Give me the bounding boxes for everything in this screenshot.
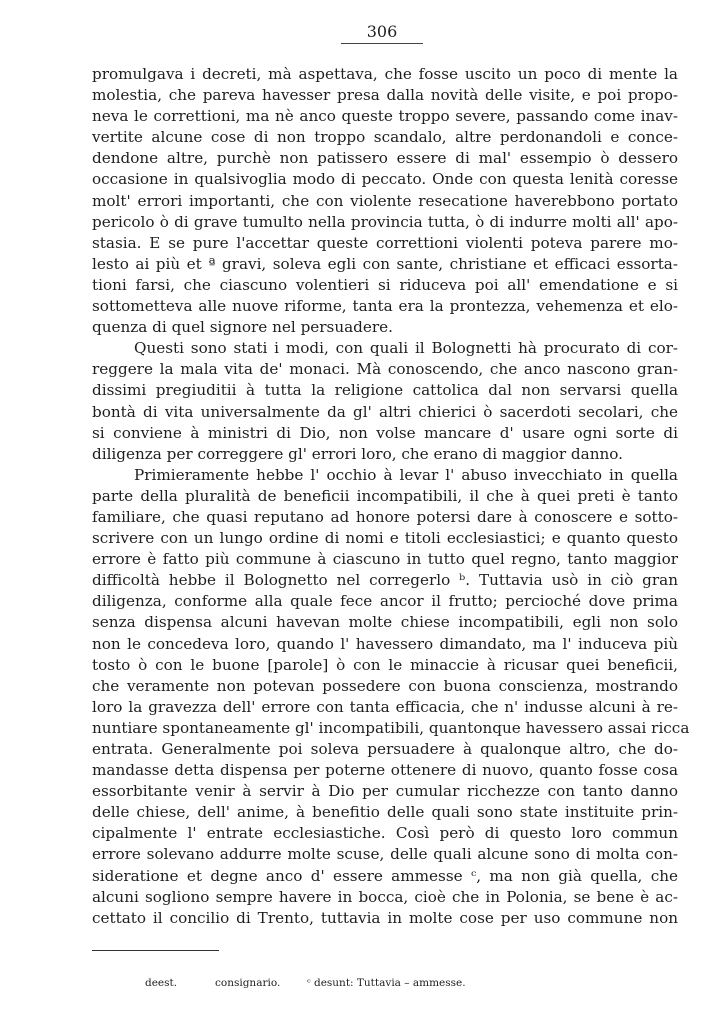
text-line: stasia. E se pure l'accettar queste correttioni violenti poteva parere mo-: [92, 233, 678, 252]
text-line: loro la gravezza dell' errore con tanta efficacia, che n' indusse alcuni à re-: [92, 697, 678, 716]
text-line: diligenza per correggere gl' errori loro, che erano di maggior danno.: [92, 444, 623, 463]
text-line: si conviene à ministri di Dio, non volse mancare d' usare ogni sorte di: [92, 423, 678, 442]
text-line: cettato il concilio di Trento, tuttavia in molte cose per uso commune non: [92, 908, 678, 927]
text-line: sideratione et degne anco d' essere ammesse ᶜ, ma non già quella, che: [92, 866, 678, 885]
text-line: scrivere con un lungo ordine di nomi e titoli ecclesiastici; e quanto questo: [92, 529, 678, 548]
text-line: che veramente non potevan possedere con buona conscienza, mostrando: [92, 676, 678, 695]
text-line: entrata. Generalmente poi soleva persuadere à qualonque altro, che do-: [92, 740, 678, 758]
text-line: cipalmente l' entrate ecclesiastiche. Così però di questo loro commun: [92, 824, 678, 843]
text-line: parte della pluralità de beneficii incompatibili, il che à quei preti è tanto: [92, 486, 678, 505]
text-line: molt' errori importanti, che con violente resecatione haverebbono portato: [92, 191, 678, 210]
footnote-rule: [92, 950, 219, 951]
text-line: alcuni sogliono sempre havere in bocca, cioè che in Polonia, se bene è ac-: [92, 887, 678, 906]
text-line: dendone altre, purchè non patissero essere di mal' essempio ò dessero: [92, 149, 678, 168]
text-line: errore solevano addurre molte scuse, delle quali alcune sono di molta con-: [92, 845, 678, 864]
text-line: quenza di quel signore nel persuadere.: [92, 318, 393, 337]
text-line: familiare, che quasi reputano ad honore potersi dare à conoscere e sotto-: [92, 507, 678, 526]
text-line: bontà di vita universalmente da gl' altri chierici ò sacerdoti secolari, che: [92, 402, 678, 421]
text-line: occasione in qualsivoglia modo di peccato. Onde con questa lenità coresse: [92, 170, 678, 189]
text-line: difficoltà hebbe il Bolognetto nel corregerlo ᵇ. Tuttavia usò in ciò gran: [92, 571, 678, 590]
text-line: reggere la mala vita de' monaci. Mà conoscendo, che anco nascono gran-: [92, 360, 678, 379]
text-line: delle chiese, dell' anime, à benefitio delle quali sono state instituite prin-: [92, 803, 678, 822]
text-line: lesto ai più et ª gravi, soleva egli con sante, christiane et efficaci essorta-: [92, 254, 678, 273]
text-line: Primieramente hebbe l' occhio à levar l' abuso invecchiato in quella: [134, 465, 678, 484]
text-line: tioni farsi, che ciascuno volentieri si riduceva poi all' emendatione e si: [92, 275, 678, 294]
text-line: molestia, che pareva havesser presa dalla novità delle visite, e poi propo-: [92, 86, 678, 105]
text-line: neva le correttioni, ma nè anco queste troppo severe, passando come inav-: [92, 107, 678, 126]
text-line: vertite alcune cose di non troppo scandalo, altre perdonandoli e conce-: [92, 128, 678, 147]
footnote-c: ᶜ desunt: Tuttavia – ammesse.: [307, 977, 466, 989]
text-line: nuntiare spontaneamente gl' incompatibili, quantonque havessero assai ricca: [92, 718, 690, 737]
text-line: diligenza, conforme alla quale fece ancor il frutto; percioché dove prima: [92, 592, 678, 611]
page-number: 306: [341, 22, 423, 44]
text-line: Questi sono stati i modi, con quali il Bolognetti hà procurato di cor-: [134, 339, 678, 358]
text-line: non le concedeva loro, quando l' havessero dimandato, ma l' induceva più: [92, 634, 678, 653]
footnote-a: deest.: [145, 977, 178, 989]
text-line: errore è fatto più commune à ciascuno in tutto quel regno, tanto maggior: [92, 550, 678, 569]
text-line: essorbitante venir à servir à Dio per cumular ricchezze con tanto danno: [92, 782, 678, 801]
text-line: dissimi pregiuditii à tutta la religione cattolica dal non servarsi quella: [92, 381, 678, 400]
text-line: mandasse detta dispensa per poterne ottenere di nuovo, quanto fosse cosa: [92, 761, 678, 780]
text-line: tosto ò con le buone [parole] ò con le minaccie à ricusar quei beneficii,: [92, 655, 678, 674]
text-line: senza dispensa alcuni havevan molte chiese incompatibili, egli non solo: [92, 613, 678, 632]
text-line: promulgava i decreti, mà aspettava, che fosse uscito un poco di mente la: [92, 65, 678, 83]
body-text: [92, 64, 690, 929]
text-line: pericolo ò di grave tumulto nella provincia tutta, ò di indurre molti all' apo-: [92, 212, 678, 231]
footnote-b: consignario.: [215, 977, 281, 989]
text-line: sottometteva alle nuove riforme, tanta era la prontezza, vehemenza et elo-: [92, 297, 678, 316]
